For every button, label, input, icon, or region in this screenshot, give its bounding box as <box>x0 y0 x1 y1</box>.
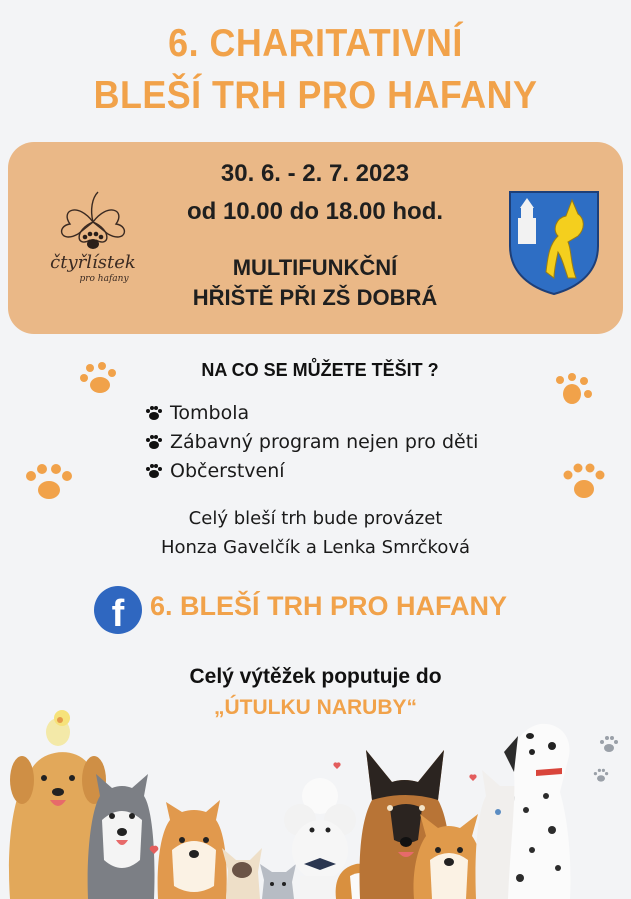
paw-bullet-icon <box>144 433 164 451</box>
bird-figure <box>46 710 70 746</box>
town-crest <box>506 188 602 298</box>
paw-bullet-icon <box>144 462 164 480</box>
venue-line-1: MULTIFUNKČNÍ <box>232 255 398 280</box>
program-heading: NA CO SE MŮŽETE TĚŠIT ? <box>201 360 439 380</box>
dog-dalmatian <box>504 724 571 899</box>
clover-logo <box>38 182 148 292</box>
dogs-illustration <box>0 700 631 899</box>
paw-print-icon <box>22 462 76 504</box>
program-item <box>144 427 478 456</box>
facebook-event-label[interactable]: 6. BLEŠÍ TRH PRO HAFANY <box>150 591 508 621</box>
hosts-line-1: Celý bleší trh bude provázet <box>188 508 443 529</box>
title-line-2: BLEŠÍ TRH PRO HAFANY <box>93 74 538 117</box>
dog-corgi <box>414 814 485 899</box>
paw-print-icon <box>560 462 608 502</box>
paw-print-icon <box>76 360 120 398</box>
venue-line-2: HŘIŠTĚ PŘI ZŠ DOBRÁ <box>192 285 438 310</box>
dog-shiba <box>158 800 227 899</box>
program-item-label: Občerstvení <box>170 459 285 482</box>
event-date: 30. 6. - 2. 7. 2023 <box>220 160 410 187</box>
proceeds-line-1: Celý výtěžek poputuje do <box>189 665 442 688</box>
program-item-label: Zábavný program nejen pro děti <box>170 430 479 453</box>
proceeds-recipient: „ÚTULKU NARUBY“ <box>214 696 417 719</box>
facebook-icon[interactable]: f <box>94 586 142 634</box>
program-item <box>144 456 478 485</box>
cat-siamese <box>222 848 262 899</box>
title-line-1: 6. CHARITATIVNÍ <box>168 22 463 65</box>
logo-name: čtyřlístek <box>50 252 136 273</box>
program-list <box>144 398 478 485</box>
event-hours: od 10.00 do 18.00 hod. <box>186 198 444 225</box>
paw-print-icon <box>552 372 596 412</box>
logo-tagline: pro hafany <box>79 274 129 284</box>
program-item <box>144 398 478 427</box>
program-item-label: Tombola <box>170 401 250 424</box>
hosts-line-2: Honza Gavelčík a Lenka Smrčková <box>160 537 471 558</box>
cat-grey <box>260 864 296 899</box>
paw-bullet-icon <box>144 404 164 422</box>
